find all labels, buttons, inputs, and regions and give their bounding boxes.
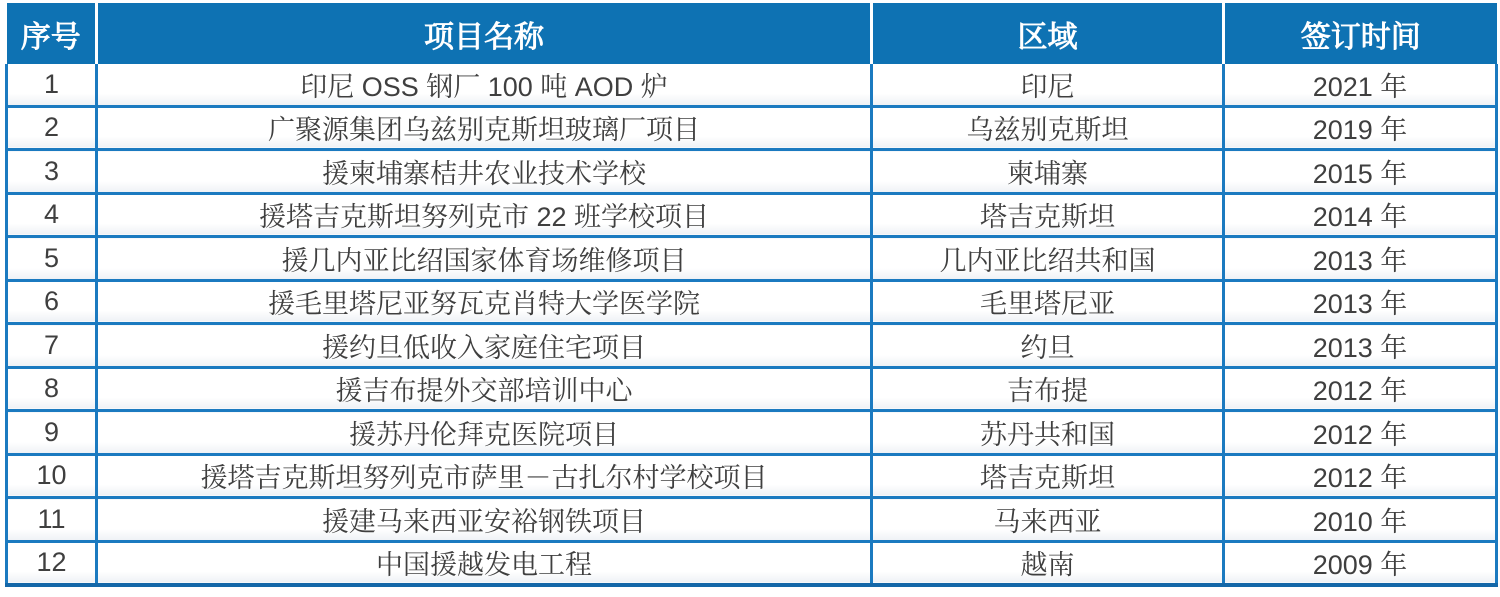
table-row (7, 150, 1497, 194)
column-header-region: 区域 (872, 3, 1224, 64)
cell-year: 2013 年 (1224, 280, 1497, 324)
cell-seq: 10 (7, 454, 97, 498)
cell-year: 2013 年 (1224, 237, 1497, 281)
table-row (7, 237, 1497, 281)
cell-project: 援几内亚比绍国家体育场维修项目 (97, 237, 872, 281)
cell-project: 援约旦低收入家庭住宅项目 (97, 324, 872, 368)
table-body (7, 64, 1497, 585)
cell-year: 2021 年 (1224, 64, 1497, 106)
cell-seq: 8 (7, 367, 97, 411)
cell-region: 毛里塔尼亚 (872, 280, 1224, 324)
cell-year: 2015 年 (1224, 150, 1497, 194)
cell-year: 2014 年 (1224, 193, 1497, 237)
cell-year: 2012 年 (1224, 367, 1497, 411)
cell-project: 援吉布提外交部培训中心 (97, 367, 872, 411)
cell-region: 塔吉克斯坦 (872, 193, 1224, 237)
cell-project: 援塔吉克斯坦努列克市 22 班学校项目 (97, 193, 872, 237)
cell-project: 援塔吉克斯坦努列克市萨里－古扎尔村学校项目 (97, 454, 872, 498)
projects-table-container (5, 3, 1495, 587)
cell-region: 苏丹共和国 (872, 411, 1224, 455)
column-header-project: 项目名称 (97, 3, 872, 64)
projects-table (5, 3, 1498, 587)
table-row (7, 193, 1497, 237)
table-row (7, 64, 1497, 106)
cell-project: 援苏丹伦拜克医院项目 (97, 411, 872, 455)
cell-region: 吉布提 (872, 367, 1224, 411)
cell-year: 2013 年 (1224, 324, 1497, 368)
cell-seq: 4 (7, 193, 97, 237)
cell-project: 援柬埔寨桔井农业技术学校 (97, 150, 872, 194)
cell-project: 中国援越发电工程 (97, 541, 872, 585)
cell-region: 印尼 (872, 64, 1224, 106)
table-row (7, 324, 1497, 368)
cell-project: 援毛里塔尼亚努瓦克肖特大学医学院 (97, 280, 872, 324)
cell-seq: 9 (7, 411, 97, 455)
cell-seq: 6 (7, 280, 97, 324)
cell-region: 乌兹别克斯坦 (872, 106, 1224, 150)
header-row (7, 3, 1497, 64)
cell-seq: 5 (7, 237, 97, 281)
column-header-seq: 序号 (7, 3, 97, 64)
cell-year: 2010 年 (1224, 498, 1497, 542)
column-header-year: 签订时间 (1224, 3, 1497, 64)
table-row (7, 280, 1497, 324)
cell-seq: 3 (7, 150, 97, 194)
cell-seq: 11 (7, 498, 97, 542)
table-row (7, 541, 1497, 585)
cell-region: 塔吉克斯坦 (872, 454, 1224, 498)
table-row (7, 498, 1497, 542)
cell-seq: 12 (7, 541, 97, 585)
cell-year: 2019 年 (1224, 106, 1497, 150)
table-row (7, 106, 1497, 150)
table-row (7, 367, 1497, 411)
cell-region: 约旦 (872, 324, 1224, 368)
cell-region: 柬埔寨 (872, 150, 1224, 194)
cell-year: 2012 年 (1224, 411, 1497, 455)
cell-project: 广聚源集团乌兹别克斯坦玻璃厂项目 (97, 106, 872, 150)
cell-seq: 2 (7, 106, 97, 150)
table-row (7, 411, 1497, 455)
cell-region: 马来西亚 (872, 498, 1224, 542)
cell-region: 几内亚比绍共和国 (872, 237, 1224, 281)
cell-year: 2012 年 (1224, 454, 1497, 498)
cell-project: 印尼 OSS 钢厂 100 吨 AOD 炉 (97, 64, 872, 106)
table-header (7, 3, 1497, 64)
table-row (7, 454, 1497, 498)
cell-project: 援建马来西亚安裕钢铁项目 (97, 498, 872, 542)
cell-seq: 1 (7, 64, 97, 106)
cell-year: 2009 年 (1224, 541, 1497, 585)
cell-region: 越南 (872, 541, 1224, 585)
cell-seq: 7 (7, 324, 97, 368)
